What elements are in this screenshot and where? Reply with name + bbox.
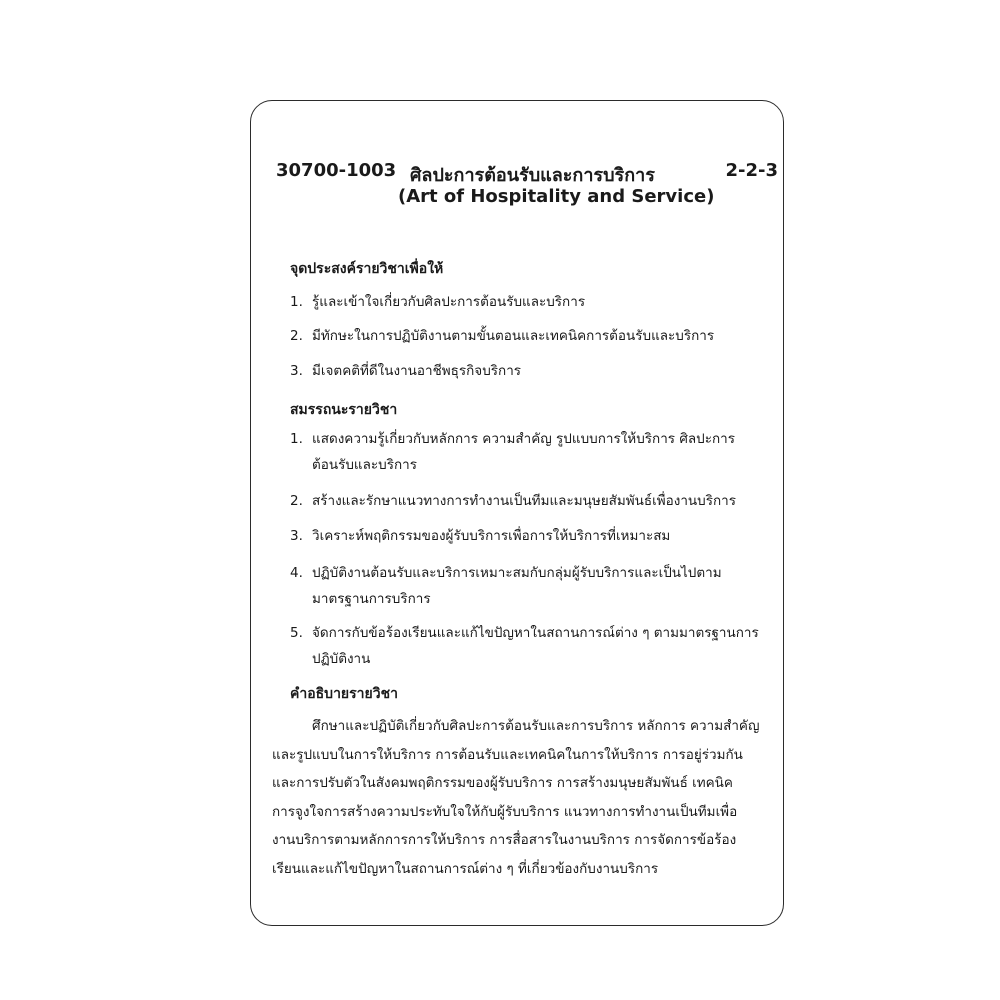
competency-text: ปฏิบัติงานต้อนรับและบริการเหมาะสมกับกลุ่มผู้รับบริการและเป็นไปตามมาตรฐานการบริการ	[312, 565, 722, 607]
description-heading: คำอธิบายรายวิชา	[290, 686, 398, 702]
competency-number: 4.	[290, 565, 303, 581]
competency-item	[290, 620, 760, 672]
competency-number: 2.	[290, 493, 303, 509]
competency-item	[290, 523, 760, 549]
objective-number: 2.	[290, 328, 303, 344]
objective-number: 3.	[290, 363, 303, 379]
objective-text: มีทักษะในการปฏิบัติงานตามขั้นตอนและเทคนิคการต้อนรับและบริการ	[312, 328, 715, 344]
objective-number: 1.	[290, 294, 303, 310]
competency-item	[290, 426, 760, 478]
course-title-thai: ศิลปะการต้อนรับและการบริการ	[410, 165, 655, 186]
description-line: และการปรับตัวในสังคมพฤติกรรมของผู้รับบริการ การสร้างมนุษยสัมพันธ์ เทคนิค	[272, 775, 733, 791]
objective-item	[290, 358, 760, 384]
description-line: ศึกษาและปฏิบัติเกี่ยวกับศิลปะการต้อนรับและการบริการ หลักการ ความสำคัญ	[312, 718, 760, 734]
course-description	[272, 712, 772, 883]
course-title-english: (Art of Hospitality and Service)	[398, 186, 715, 207]
competency-item	[290, 488, 760, 514]
course-credits: 2-2-3	[725, 160, 778, 181]
competency-text: แสดงความรู้เกี่ยวกับหลักการ ความสำคัญ รูปแบบการให้บริการ ศิลปะการต้อนรับและบริการ	[312, 431, 735, 473]
competency-number: 1.	[290, 431, 303, 447]
course-code: 30700-1003	[276, 160, 397, 181]
competency-number: 3.	[290, 528, 303, 544]
competency-item	[290, 560, 760, 612]
description-line: เรียนและแก้ไขปัญหาในสถานการณ์ต่าง ๆ ที่เกี่ยวข้องกับงานบริการ	[272, 860, 659, 877]
competency-number: 5.	[290, 625, 303, 641]
objectives-heading: จุดประสงค์รายวิชาเพื่อให้	[290, 261, 444, 277]
description-line: งานบริการตามหลักการการให้บริการ การสื่อสารในงานบริการ การจัดการข้อร้อง	[272, 832, 737, 848]
competencies-heading: สมรรถนะรายวิชา	[290, 402, 398, 418]
competency-text: จัดการกับข้อร้องเรียนและแก้ไขปัญหาในสถานการณ์ต่าง ๆ ตามมาตรฐานการปฏิบัติงาน	[312, 625, 759, 667]
objective-item	[290, 289, 760, 315]
objective-item	[290, 323, 760, 349]
objective-text: รู้และเข้าใจเกี่ยวกับศิลปะการต้อนรับและบริการ	[312, 294, 586, 310]
competency-text: วิเคราะห์พฤติกรรมของผู้รับบริการเพื่อการให้บริการที่เหมาะสม	[312, 528, 671, 544]
description-line: การจูงใจการสร้างความประทับใจให้กับผู้รับบริการ แนวทางการทำงานเป็นทีมเพื่อ	[272, 803, 738, 820]
course-header	[276, 160, 784, 186]
description-line: และรูปแบบในการให้บริการ การต้อนรับและเทคนิคในการให้บริการ การอยู่ร่วมกัน	[272, 746, 743, 763]
objective-text: มีเจตคติที่ดีในงานอาชีพธุรกิจบริการ	[312, 363, 522, 379]
competency-text: สร้างและรักษาแนวทางการทำงานเป็นทีมและมนุษยสัมพันธ์เพื่องานบริการ	[312, 493, 736, 509]
